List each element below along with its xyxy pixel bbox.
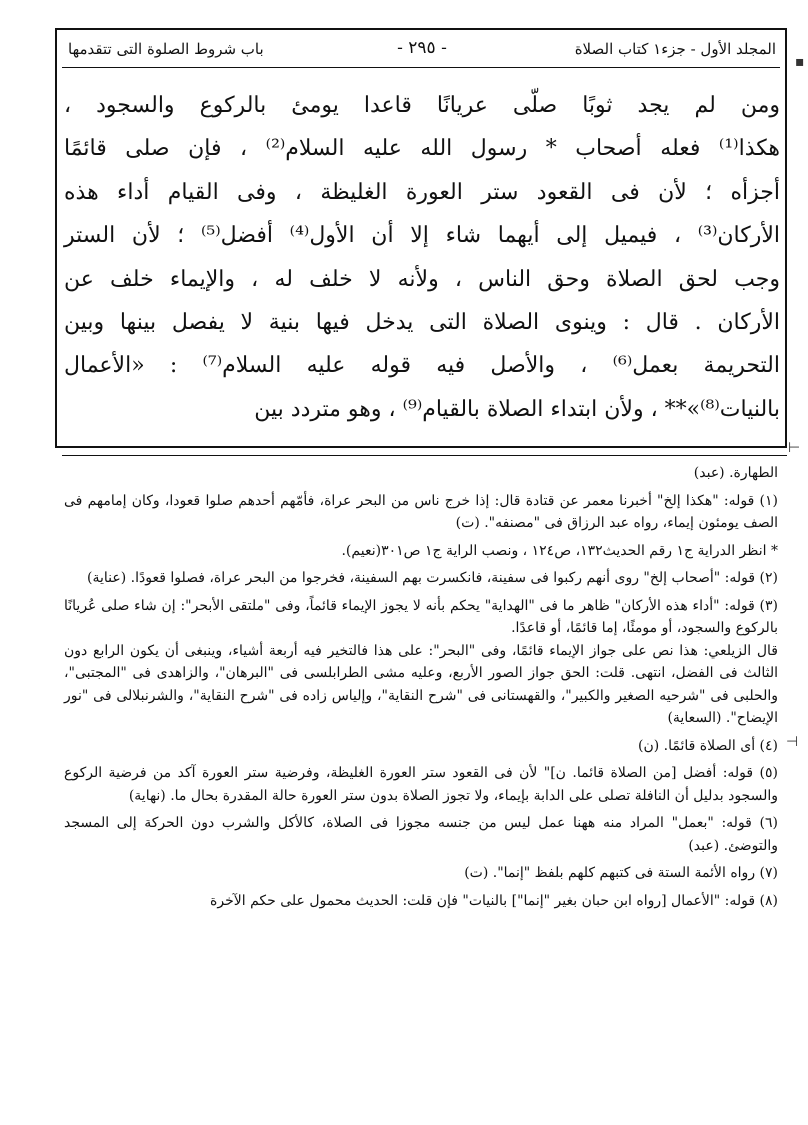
- footnotes: [64, 462, 778, 917]
- main-line: بالنيات⁽⁸⁾»** ، ولأن ابتداء الصلاة بالقيام⁽⁹⁾ ، وهو متردد بين: [254, 396, 780, 422]
- footnote-divider: [62, 455, 787, 456]
- main-line: الأركان . قال : وينوى الصلاة التى يدخل فيها بنية لا يفصل بينها وبين: [64, 310, 780, 336]
- footnote: (١) قوله: "هكذا إلخ" أخبرنا معمر عن قتادة قال: إذا خرج ناس من البحر عراة، فأمّهم أحدهم صلوا قعودا، وكان إمامهم فى الصف يومئون إيماء، رواه عبد الرزاق فى "مصنفه". (ت): [64, 492, 778, 531]
- main-line: وجب لحق الصلاة وحق الناس ، ولأنه لا خلف له ، والإيماء خلف عن: [64, 266, 780, 292]
- footnote: (٢) قوله: "أصحاب إلخ" روى أنهم ركبوا فى سفينة، فانكسرت بهم السفينة، فخرجوا من البحر عراة، فصلوا قعودًا. (عناية): [87, 570, 778, 586]
- footnote: (٥) قوله: أفضل [من الصلاة قائما. ن]" لأن فى القعود ستر العورة الغليظة، وفرضية ستر العورة آكد من فرضية الركوع والسجود بدليل أن النافلة تصلى على الدابة بإيماء، ولا تجوز الصلاة بدون ستر العورة حالة المقدرة بحال ما. (نهاية): [64, 765, 778, 804]
- header-volume-title: المجلد الأول - جزء١ كتاب الصلاة: [574, 40, 776, 58]
- main-line: هكذا⁽¹⁾ فعله أصحاب * رسول الله عليه السلام⁽²⁾ ، فإن صلى قائمًا: [64, 136, 780, 162]
- scan-mark: ▪: [795, 54, 805, 70]
- header-chapter-title: باب شروط الصلوة التى تتقدمها: [68, 40, 264, 58]
- footnote: (٤) أى الصلاة قائمًا. (ن): [638, 737, 778, 754]
- footnote: (٦) قوله: "بعمل" المراد منه ههنا عمل ليس من جنسه مجوزا فى الصلاة، كالأكل والشرب دون الحركة إلى المسجد والتوضئ. (عبد): [64, 815, 778, 854]
- main-line: الأركان⁽³⁾ ، فيميل إلى أيهما شاء إلا أن الأول⁽⁴⁾ أفضل⁽⁵⁾ ؛ لأن الستر: [64, 223, 780, 249]
- footnote: (٨) قوله: "الأعمال [رواه ابن حبان بغير "إنما"] بالنيات" فإن قلت: الحديث محمول على حكم الآخرة: [210, 892, 778, 909]
- scan-mark: ⊢: [788, 440, 801, 456]
- running-header: [64, 33, 780, 67]
- header-divider: [62, 67, 780, 68]
- footnote: (٧) رواه الأئمة الستة فى كتبهم كلهم بلفظ "إنما". (ت): [464, 865, 778, 881]
- footnote: قال الزيلعي: هذا نص على جواز الإيماء قائمًا، وفى "البحر": على هذا فالتخير فيه أربعة أشياء، وينبغى أن يكون الرابع دون الثالث فى الفضل، انتهى. قلت: الحق جواز الصور الأربع، وعليه مشى الطرابلسى فى "البرهان"، والزاهدى فى "المجتبى"، والحلبى فى "شرحيه الصغير والكبير"، والقهستانى فى "شرح النقاية"، وإلياس زاده فى "شرح النقاية"، والشرنبلالى فى "نور الإيضاح". (السعاية): [64, 642, 778, 726]
- footnote: (٣) قوله: "أداء هذه الأركان" ظاهر ما فى "الهداية" يحكم بأنه لا يجوز الإيماء قائماً، وفى "ملتقى الأبحر": إن شاء صلى عُريانًا بالركوع والسجود، أو مومئًا، إما قائمًا، أو قاعدًا.: [64, 597, 778, 636]
- main-line: أجزأه ؛ لأن فى القعود ستر العورة الغليظة ، وفى القيام أداء هذه: [64, 179, 780, 205]
- scan-mark: ⊣: [786, 734, 799, 750]
- main-line: ومن لم يجد ثوبًا صلّى عريانًا قاعدا يومئ بالركوع والسجود ،: [64, 93, 780, 118]
- footnote: الطهارة. (عبد): [693, 465, 778, 481]
- main-line: التحريمة بعمل⁽⁶⁾ ، والأصل فيه قوله عليه السلام⁽⁷⁾ : «الأعمال: [64, 353, 780, 379]
- footnote: * انظر الدراية ج١ رقم الحديث١٣٢، ص١٢٤ ، ونصب الراية ج١ ص٣٠١(نعيم).: [341, 542, 778, 559]
- page-number: - ٢٩٥ -: [397, 38, 447, 58]
- main-text: [64, 84, 780, 431]
